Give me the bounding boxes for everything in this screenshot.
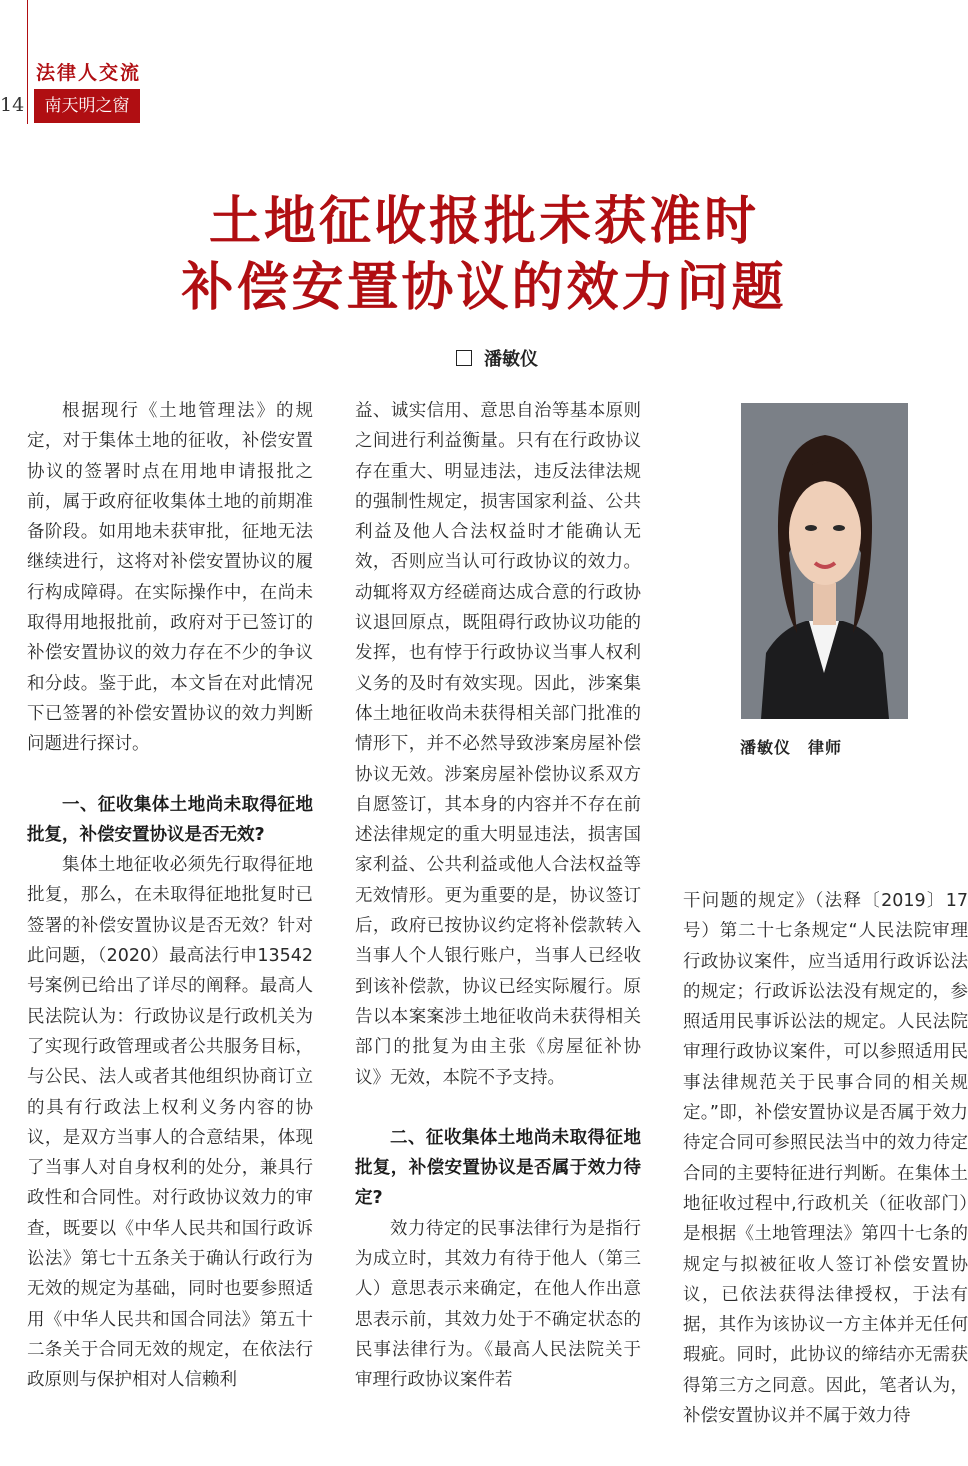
paragraph: 根据现行《土地管理法》的规定，对于集体土地的征收，补偿安置协议的签署时点在用地申请报批之前，属于政府征收集体土地的前期准备阶段。如用地未获审批，征地无法继续进行，这将对补偿安置协议的履行构成障碍。在实际操作中，在尚未取得用地报批前，政府对于已签订的补偿安置协议的效力存在不少的争议和分歧。鉴于此，本文旨在对此情况下已签署的补偿安置协议的效力判断问题进行探讨。 [27,401,313,755]
paragraph: 效力待定的民事法律行为是指行为成立时，其效力有待于他人（第三人）意思表示来确定，在他人作出意思表示前，其效力处于不确定状态的民事法律行为。《最高人民法院关于审理行政协议案件若 [355,1218,641,1391]
section-name: 法律人交流 [36,62,142,84]
header-rule [27,0,28,124]
article-title-line1: 土地征收报批未获准时 [208,192,759,252]
page-number: 14 [0,94,25,116]
text-column-2 [355,396,641,1396]
author-name: 潘敏仪 [484,349,538,370]
paragraph: 干问题的规定》（法释〔2019〕17号）第二十七条规定“人民法院审理行政协议案件，应当适用行政诉讼法的规定；行政诉讼法没有规定的，参照适用民事诉讼法的规定。人民法院审理行政协议案件，可以参照适用民事法律规范关于民事合同的相关规定。”即，补偿安置协议是否属于效力待定合同可参照民法当中的效力待定合同的主要特征进行判断。在集体土地征收过程中,行政机关（征收部门）是根据《土地管理法》第四十七条的规定与拟被征收人签订补偿安置协议，已依法获得法律授权，于法有据，其作为该协议一方主体并无任何瑕疵。同时，此协议的缔结亦无需获得第三方之同意。因此，笔者认为，补偿安置协议并不属于效力待 [683,891,968,1427]
photo-caption: 潘敏仪 律师 [740,738,843,757]
byline-box-icon [456,350,472,366]
text-column-3 [683,886,968,1431]
author-photo [741,403,908,719]
paragraph: 益、诚实信用、意思自治等基本原则之间进行利益衡量。只有在行政协议存在重大、明显违法，违反法律法规的强制性规定，损害国家利益、公共利益及他人合法权益时才能确认无效，否则应当认可行政协议的效力。动辄将双方经磋商达成合意的行政协议退回原点，既阻碍行政协议功能的发挥，也有悖于行政协议当事人权利义务的及时有效实现。因此，涉案集体土地征收尚未获得相关部门批准的情形下，并不必然导致涉案房屋补偿协议无效。涉案房屋补偿协议系双方自愿签订，其本身的内容并不存在前述法律规定的重大明显违法，损害国家利益、公共利益或他人合法权益等无效情形。更为重要的是，协议签订后，政府已按协议约定将补偿款转入当事人个人银行账户，当事人已经收到该补偿款，协议已经实际履行。原告以本案案涉土地征收尚未获得相关部门的批复为由主张《房屋征补协议》无效，本院不予支持。 [355,401,641,1088]
section-heading-2: 二、征收集体土地尚未取得征地批复，补偿安置协议是否属于效力待定? [355,1127,641,1209]
author-portrait-icon [741,403,908,719]
paragraph: 集体土地征收必须先行取得征地批复，那么，在未取得征地批复时已签署的补偿安置协议是否无效？针对此问题，（2020）最高法行申13542号案例已给出了详尽的阐释。最高人民法院认为：行政协议是行政机关为了实现行政管理或者公共服务目标，与公民、法人或者其他组织协商订立的具有行政法上权利义务内容的协议，是双方当事人的合意结果，体现了当事人对自身权利的处分，兼具行政性和合同性。对行政协议效力的审查，既要以《中华人民共和国行政诉讼法》第七十五条关于确认行政行为无效的规定为基础，同时也要参照适用《中华人民共和国合同法》第五十二条关于合同无效的规定，在依法行政原则与保护相对人信赖利 [27,855,313,1391]
byline [456,345,538,371]
article-title-line2: 补偿安置协议的效力问题 [181,258,787,318]
section-heading-1: 一、征收集体土地尚未取得征地批复，补偿安置协议是否无效? [27,794,313,845]
text-column-1 [27,396,313,1396]
column-badge: 南天明之窗 [34,89,140,123]
